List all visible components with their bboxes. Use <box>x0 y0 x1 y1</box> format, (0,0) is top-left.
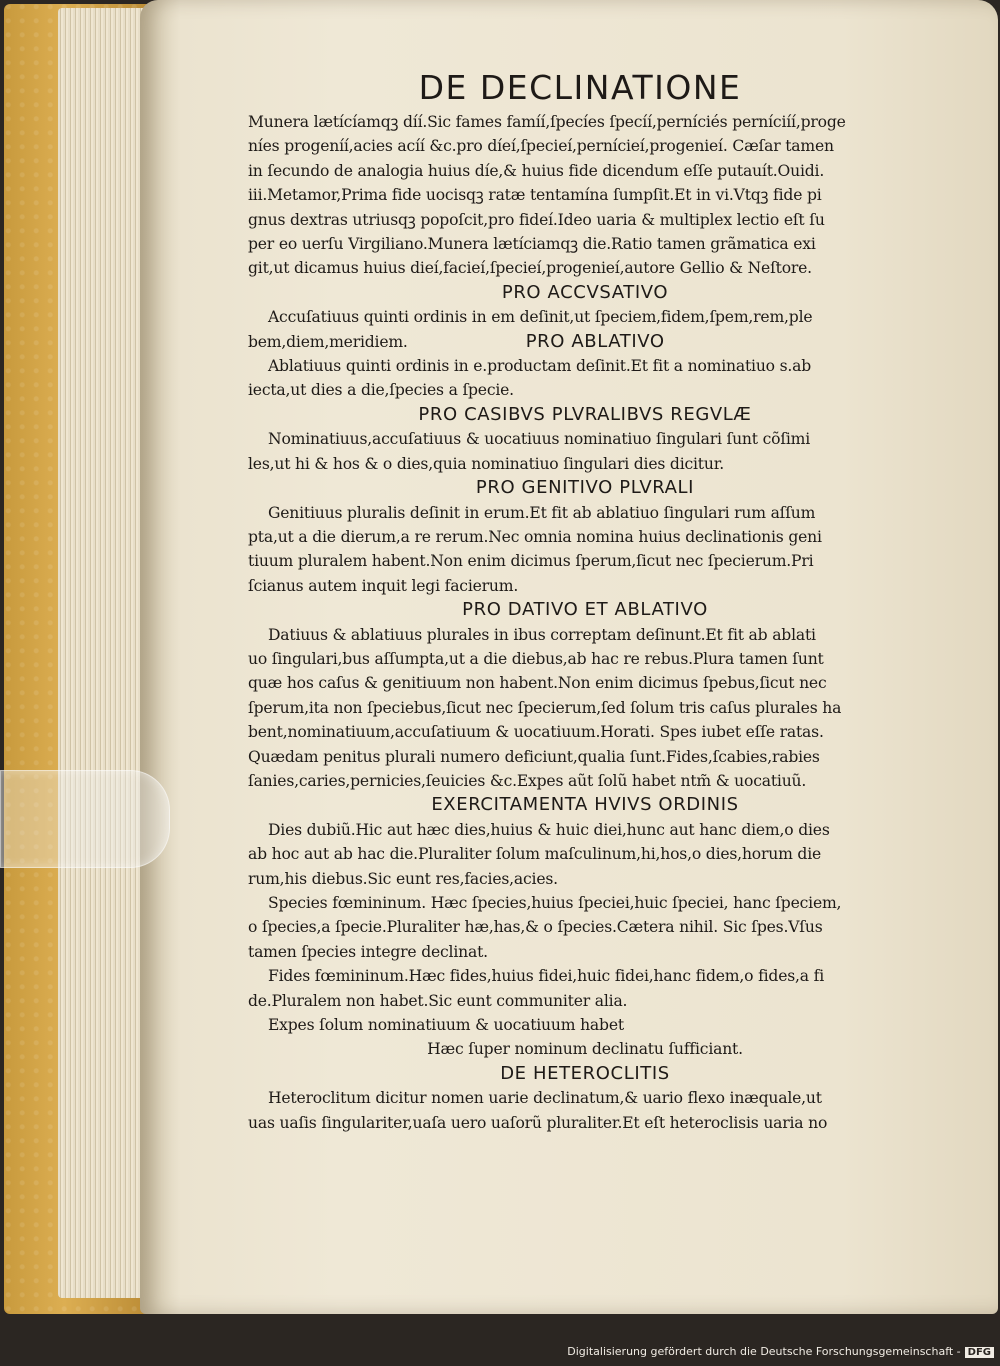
text-line-content: in ſecundo de analogia huius díe,& huius fide dicendum eſſe putauít.Ouidi. <box>248 161 825 180</box>
text-line-content: de.Pluralem non habet.Sic eunt communiter alia. <box>248 991 628 1010</box>
text-line <box>248 305 922 329</box>
text-line <box>248 354 922 378</box>
text-line-content: Genitiuus pluralis deſinit in erum.Et fit ab ablatiuo ſingulari rum aſſum <box>268 503 816 522</box>
page-edges <box>58 8 148 1298</box>
text-line <box>248 110 922 134</box>
section-heading: PRO ABLATIVO <box>525 330 665 352</box>
text-line <box>248 378 922 402</box>
text-line <box>248 842 922 866</box>
text-line-content: ſanies,caries,pernicies,ſeuicies &c.Expes aũt ſolũ habet ntm̃ & uocatiuũ. <box>248 771 807 790</box>
text-line-content: ſcianus autem inquit legi facierum. <box>248 576 519 595</box>
paragraph <box>248 818 922 891</box>
text-line-content: Ablatiuus quinti ordinis in e.productam deſinit.Et fit a nominatiuo s.ab <box>268 357 812 376</box>
paragraph <box>248 501 922 599</box>
text-line-content: Fides fœmininum.Hæc fides,huius fidei,huic fidei,hanc fidem,o fides,a fi <box>268 967 825 986</box>
text-line <box>248 745 922 769</box>
text-line-content: bent,nominatiuum,accuſatiuum & uocatiuum.Horati. Spes iubet eſſe ratas. <box>248 723 824 742</box>
text-line <box>248 696 922 720</box>
paragraph <box>248 354 922 403</box>
text-line <box>248 940 922 964</box>
text-line-content: bem,diem,meridiem. <box>248 332 408 351</box>
text-line <box>248 159 922 183</box>
dfg-logo: DFG <box>965 1347 994 1358</box>
paragraph <box>248 305 922 354</box>
text-line <box>248 989 922 1013</box>
page-title: DE DECLINATIONE <box>418 68 742 107</box>
section-heading: DE HETEROCLITIS <box>500 1062 670 1084</box>
text-line <box>248 452 922 476</box>
text-line-content: per eo uerſu Virgiliano.Munera lætíciamqꝫ die.Ratio tamen grãmatica exi <box>248 235 816 254</box>
text-line <box>248 574 922 598</box>
text-line-content: o ſpecies,a ſpecie.Pluraliter hæ,has,& o ſpecies.Cætera nihil. Sic ſpes.Vſus <box>248 918 823 937</box>
section-heading: EXERCITAMENTA HVIVS ORDINIS <box>431 794 739 816</box>
text-line-content: níes progeníí,acies acíí &c.pro díeí,ſpecieí,pernícieí,progenieí. Cæſar tamen <box>248 137 834 156</box>
paragraph <box>248 110 922 281</box>
text-line <box>248 1086 922 1110</box>
text-line <box>248 427 922 451</box>
text-blocks <box>248 110 922 1135</box>
text-line <box>248 720 922 744</box>
text-line-content: Datiuus & ablatiuus plurales in ibus correptam deſinunt.Et fit ab ablati <box>268 625 816 644</box>
text-line-content: ſperum,ita non ſpeciebus,ſicut nec ſpecierum,ſed ſolum tris caſus plurales ha <box>248 698 842 717</box>
text-line-content: Nominatiuus,accuſatiuus & uocatiuus nominatiuo ſingulari ſunt cõſimi <box>268 430 811 449</box>
text-line-content: Expes ſolum nominatiuum & uocatiuum habet <box>268 1016 624 1035</box>
text-line <box>248 891 922 915</box>
text-line <box>248 549 922 573</box>
transparent-bookmark-tab <box>0 770 170 868</box>
text-line-content: git,ut dicamus huius dieí,facieí,ſpecieí,progenieí,autore Gellio & Neſtore. <box>248 259 812 278</box>
section-heading: PRO CASIBVS PLVRALIBVS REGVLÆ <box>418 403 752 425</box>
text-line <box>248 1111 922 1135</box>
section-heading: PRO DATIVO ET ABLATIVO <box>462 599 708 621</box>
text-line-content: Accuſatiuus quinti ordinis in em deſinit,ut ſpeciem,fidem,ſpem,rem,ple <box>268 308 813 327</box>
text-line-content: tiuum pluralem habent.Non enim dicimus ſperum,ſicut nec ſpecierum.Pri <box>248 552 814 571</box>
text-line <box>248 330 922 354</box>
text-line <box>248 623 922 647</box>
text-line <box>248 915 922 939</box>
section-heading: PRO ACCVSATIVO <box>501 281 669 303</box>
footer-text: Digitalisierung gefördert durch die Deutsche Forschungsgemeinschaft - <box>567 1345 961 1358</box>
text-line <box>248 183 922 207</box>
text-line-content: les,ut hi & hos & o dies,quia nominatiuo ſingulari dies dicitur. <box>248 454 725 473</box>
text-line <box>248 647 922 671</box>
text-line-content: gnus dextras utriusqꝫ popoſcit,pro fideí.Ideo uaria & multiplex lectio eſt ſu <box>248 210 825 229</box>
text-line-content: rum,his diebus.Sic eunt res,facies,acies. <box>248 869 558 888</box>
text-line-content: iii.Metamor,Prima fide uocisqꝫ ratæ tentamína ſumpſit.Et in vi.Vtqꝫ fide pi <box>248 186 822 205</box>
text-line-content: Quædam penitus plurali numero deficiunt,qualia ſunt.Fides,ſcabies,rabies <box>248 747 820 766</box>
text-line <box>248 256 922 280</box>
text-line-content: iecta,ut dies a die,ſpecies a ſpecie. <box>248 381 514 400</box>
page-text <box>248 68 922 1135</box>
text-line-content: quæ hos caſus & genitiuum non habent.Non enim dicimus ſpebus,ſicut nec <box>248 674 827 693</box>
text-line-content: uas uaſis ſingulariter,uaſa uero uaſorũ pluraliter.Et eſt heteroclisis uaria no <box>248 1113 828 1132</box>
centered-line: Hæc ſuper nominum declinatu ſufficiant. <box>427 1040 743 1059</box>
text-line <box>248 232 922 256</box>
text-line <box>248 964 922 988</box>
paragraph <box>248 1013 922 1037</box>
text-line <box>248 134 922 158</box>
text-line <box>248 769 922 793</box>
text-line <box>248 818 922 842</box>
text-line-content: ab hoc aut ab hac die.Pluraliter ſolum maſculinum,hi,hos,o dies,horum die <box>248 845 822 864</box>
text-line <box>248 525 922 549</box>
text-line-content: Munera lætícíamqꝫ díí.Sic fames famíí,ſpecíes ſpecíí,perníciés perníciíí,proge <box>248 113 846 131</box>
text-line-content: Dies dubiũ.Hic aut hæc dies,huius & huic diei,hunc aut hanc diem,o dies <box>268 820 830 839</box>
footer <box>567 1345 994 1358</box>
text-line-content: Heteroclitum dicitur nomen uarie declinatum,& uario flexo inæquale,ut <box>268 1089 822 1108</box>
text-line-content: pta,ut a die dierum,a re rerum.Nec omnia nomina huius declinationis geni <box>248 527 822 546</box>
paragraph <box>248 964 922 1013</box>
text-line <box>248 671 922 695</box>
text-line <box>248 208 922 232</box>
text-line-content: tamen ſpecies integre declinat. <box>248 942 488 961</box>
text-line-content: Species fœmininum. Hæc ſpecies,huius ſpeciei,huic ſpeciei, hanc ſpeciem, <box>268 894 842 912</box>
text-line-content: uo ſingulari,bus aſſumpta,ut a die diebus,ab hac re rebus.Plura tamen ſunt <box>248 649 824 668</box>
text-line <box>248 867 922 891</box>
paragraph <box>248 891 922 964</box>
text-line <box>248 1013 922 1037</box>
paragraph <box>248 623 922 794</box>
paragraph <box>248 427 922 476</box>
text-line <box>248 501 922 525</box>
section-heading: PRO GENITIVO PLVRALI <box>475 477 695 499</box>
paragraph <box>248 1086 922 1135</box>
